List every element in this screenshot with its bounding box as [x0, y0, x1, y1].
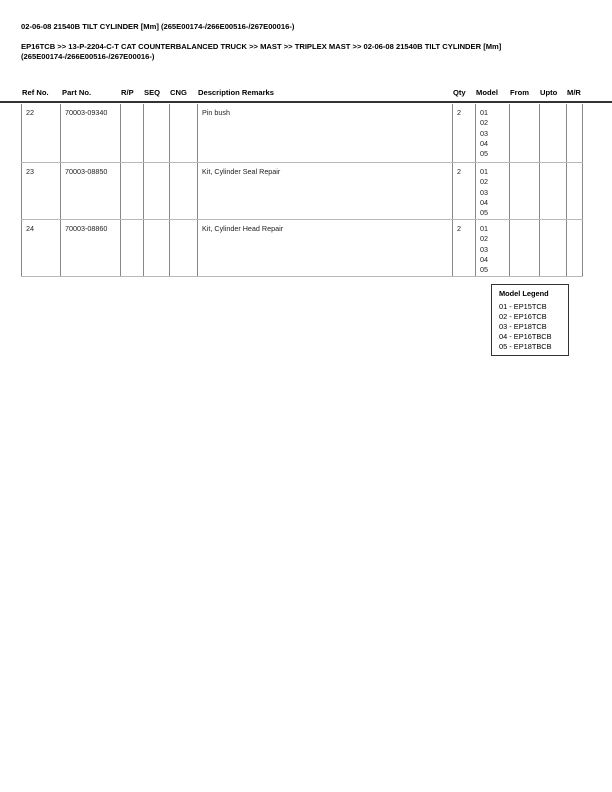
legend-title: Model Legend [499, 289, 549, 298]
model-code: 01 [480, 108, 488, 117]
model-code: 02 [480, 118, 488, 128]
cell-ref-no: 23 [21, 163, 60, 219]
model-code: 01 [480, 167, 488, 176]
table-row [21, 104, 583, 163]
model-code: 03 [480, 128, 488, 138]
cell-upto [539, 163, 566, 219]
cell-upto [539, 104, 566, 162]
legend-item: 05 - EP18TBCB [499, 342, 552, 351]
cell-rp [120, 163, 143, 219]
header-mr: M/R [567, 88, 581, 97]
cell-part-no: 70003-09340 [60, 104, 120, 162]
cell-rp [120, 220, 143, 276]
model-code: 04 [480, 254, 488, 264]
cell-mr [566, 163, 583, 219]
cell-cng [169, 220, 197, 276]
cell-models [475, 163, 509, 219]
header-seq: SEQ [144, 88, 161, 97]
cell-mr [566, 220, 583, 276]
header-ref-no: Ref No. [22, 88, 49, 97]
legend-item: 02 - EP16TCB [499, 312, 547, 321]
cell-description: Kit, Cylinder Head Repair [197, 220, 452, 276]
cell-models [475, 104, 509, 162]
cell-from [509, 104, 539, 162]
model-code: 02 [480, 177, 488, 187]
cell-seq [143, 104, 169, 162]
cell-upto [539, 220, 566, 276]
page-title: 02-06-08 21540B TILT CYLINDER [Mm] (265E00174-/266E00516-/267E00016-) [21, 22, 295, 31]
cell-description: Kit, Cylinder Seal Repair [197, 163, 452, 219]
cell-qty: 2 [452, 163, 475, 219]
cell-part-no: 70003-08850 [60, 163, 120, 219]
cell-mr [566, 104, 583, 162]
model-code: 02 [480, 234, 488, 244]
model-code: 04 [480, 138, 488, 148]
model-code: 05 [480, 265, 488, 275]
cell-ref-no: 24 [21, 220, 60, 276]
model-code: 03 [480, 244, 488, 254]
header-qty: Qty [453, 88, 466, 97]
legend-item: 03 - EP18TCB [499, 322, 547, 331]
cell-rp [120, 104, 143, 162]
model-code: 01 [480, 224, 488, 233]
breadcrumb: EP16TCB >> 13-P-2204-C-T CAT COUNTERBALANCED TRUCK >> MAST >> TRIPLEX MAST >> 02-06-08 21540B TILT CYLINDER [Mm] (265E00174-/266E00516-/267E00016-) [21, 42, 502, 61]
cell-cng [169, 163, 197, 219]
header-description: Description Remarks [198, 88, 274, 97]
cell-from [509, 163, 539, 219]
header-part-no: Part No. [62, 88, 92, 97]
legend-item: 04 - EP16TBCB [499, 332, 552, 341]
header-cng: CNG [170, 88, 187, 97]
model-legend [491, 284, 569, 356]
cell-qty: 2 [452, 220, 475, 276]
header-from: From [510, 88, 529, 97]
header-rp: R/P [121, 88, 134, 97]
model-code: 05 [480, 149, 488, 159]
cell-ref-no: 22 [21, 104, 60, 162]
cell-models [475, 220, 509, 276]
parts-table [21, 104, 583, 277]
header-divider [0, 101, 612, 103]
cell-qty: 2 [452, 104, 475, 162]
model-code: 04 [480, 197, 488, 207]
cell-from [509, 220, 539, 276]
table-row [21, 163, 583, 220]
model-code: 05 [480, 208, 488, 218]
header-model: Model [476, 88, 498, 97]
cell-cng [169, 104, 197, 162]
model-code: 03 [480, 187, 488, 197]
legend-item: 01 - EP15TCB [499, 302, 547, 311]
table-row [21, 220, 583, 277]
cell-seq [143, 163, 169, 219]
header-upto: Upto [540, 88, 558, 97]
cell-seq [143, 220, 169, 276]
cell-description: Pin bush [197, 104, 452, 162]
cell-part-no: 70003-08860 [60, 220, 120, 276]
